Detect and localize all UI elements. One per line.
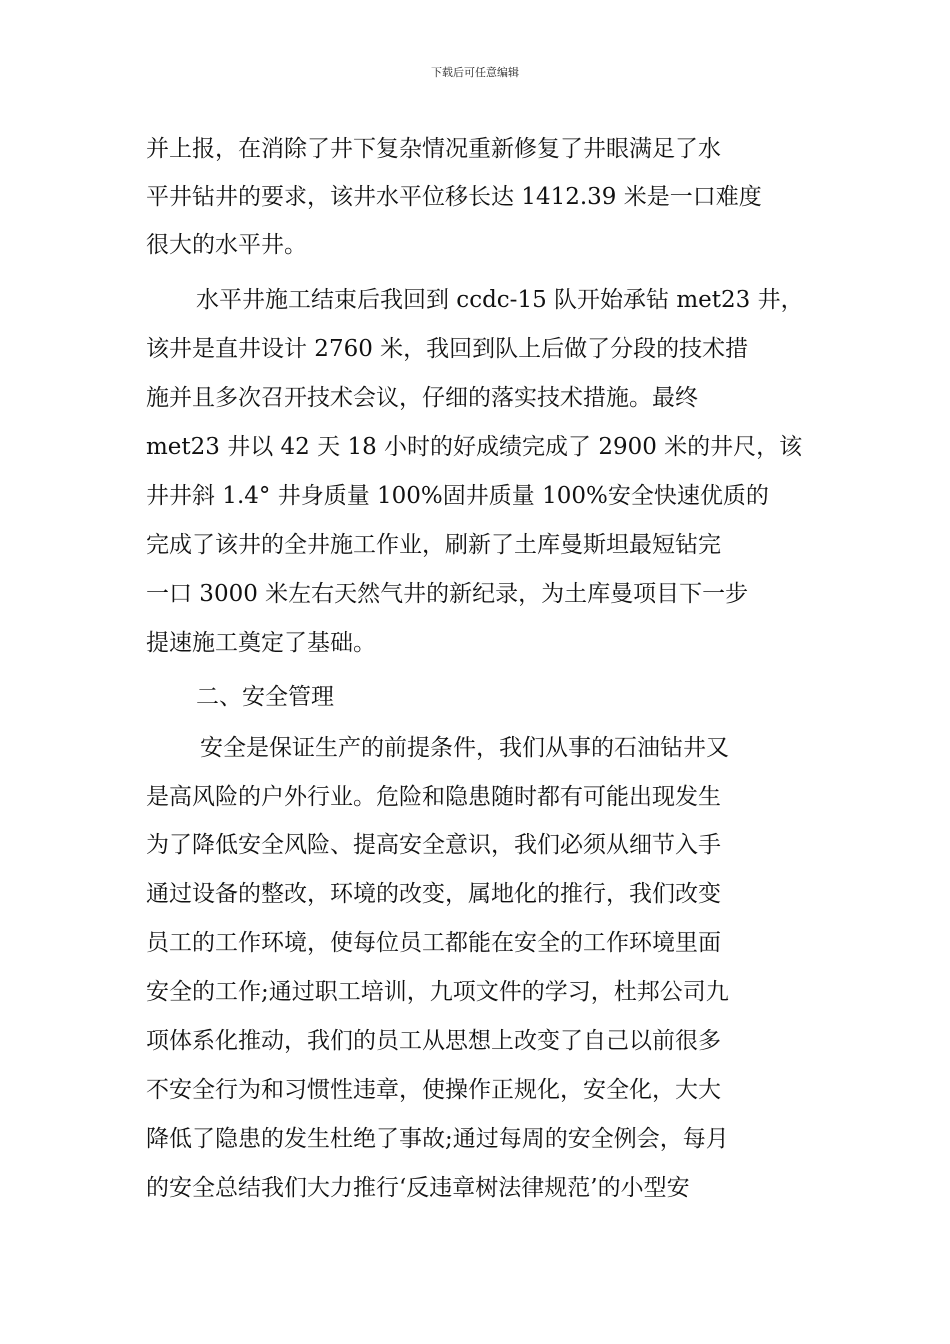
paragraph-first-line: 水平井施工结束后我回到 ccdc-15 队开始承钻 met23 井， [196,287,804,313]
text-line: 很大的水平井。 [146,232,307,258]
text-line: 降低了隐患的发生杜绝了事故;通过每周的安全例会，每月 [146,1126,729,1152]
text-line: 一口 3000 米左右天然气井的新纪录，为土库曼项目下一步 [146,581,749,607]
text-line: 提速施工奠定了基础。 [146,630,376,656]
text-line: 项体系化推动，我们的员工从思想上改变了自己以前很多 [146,1028,721,1054]
text-line: 并上报，在消除了井下复杂情况重新修复了井眼满足了水 [146,136,721,162]
text-line: 井井斜 1.4° 井身质量 100%固井质量 100%安全快速优质的 [146,483,769,509]
text-line: 安全的工作;通过职工培训，九项文件的学习，杜邦公司九 [146,979,729,1005]
paragraph-first-line: 安全是保证生产的前提条件，我们从事的石油钻井又 [200,735,729,761]
text-line: 为了降低安全风险、提高安全意识，我们必须从细节入手 [146,832,721,858]
page-header: 下载后可任意编辑 [431,66,519,79]
text-line: 施并且多次召开技术会议，仔细的落实技术措施。最终 [146,385,698,411]
text-line: 的安全总结我们大力推行‘反违章树法律规范’的小型安 [146,1175,690,1201]
text-line: met23 井以 42 天 18 小时的好成绩完成了 2900 米的井尺，该 [146,434,803,460]
text-line: 通过设备的整改，环境的改变，属地化的推行，我们改变 [146,881,721,907]
text-line: 是高风险的户外行业。危险和隐患随时都有可能出现发生 [146,784,721,810]
text-line: 完成了该井的全井施工作业，刷新了土库曼斯坦最短钻完 [146,532,721,558]
text-line: 员工的工作环境，使每位员工都能在安全的工作环境里面 [146,930,721,956]
text-line: 平井钻井的要求，该井水平位移长达 1412.39 米是一口难度 [146,184,762,210]
text-line: 不安全行为和习惯性违章，使操作正规化，安全化，大大 [146,1077,721,1103]
text-line: 该井是直井设计 2760 米，我回到队上后做了分段的技术措 [146,336,749,362]
section-heading: 二、安全管理 [196,684,334,710]
